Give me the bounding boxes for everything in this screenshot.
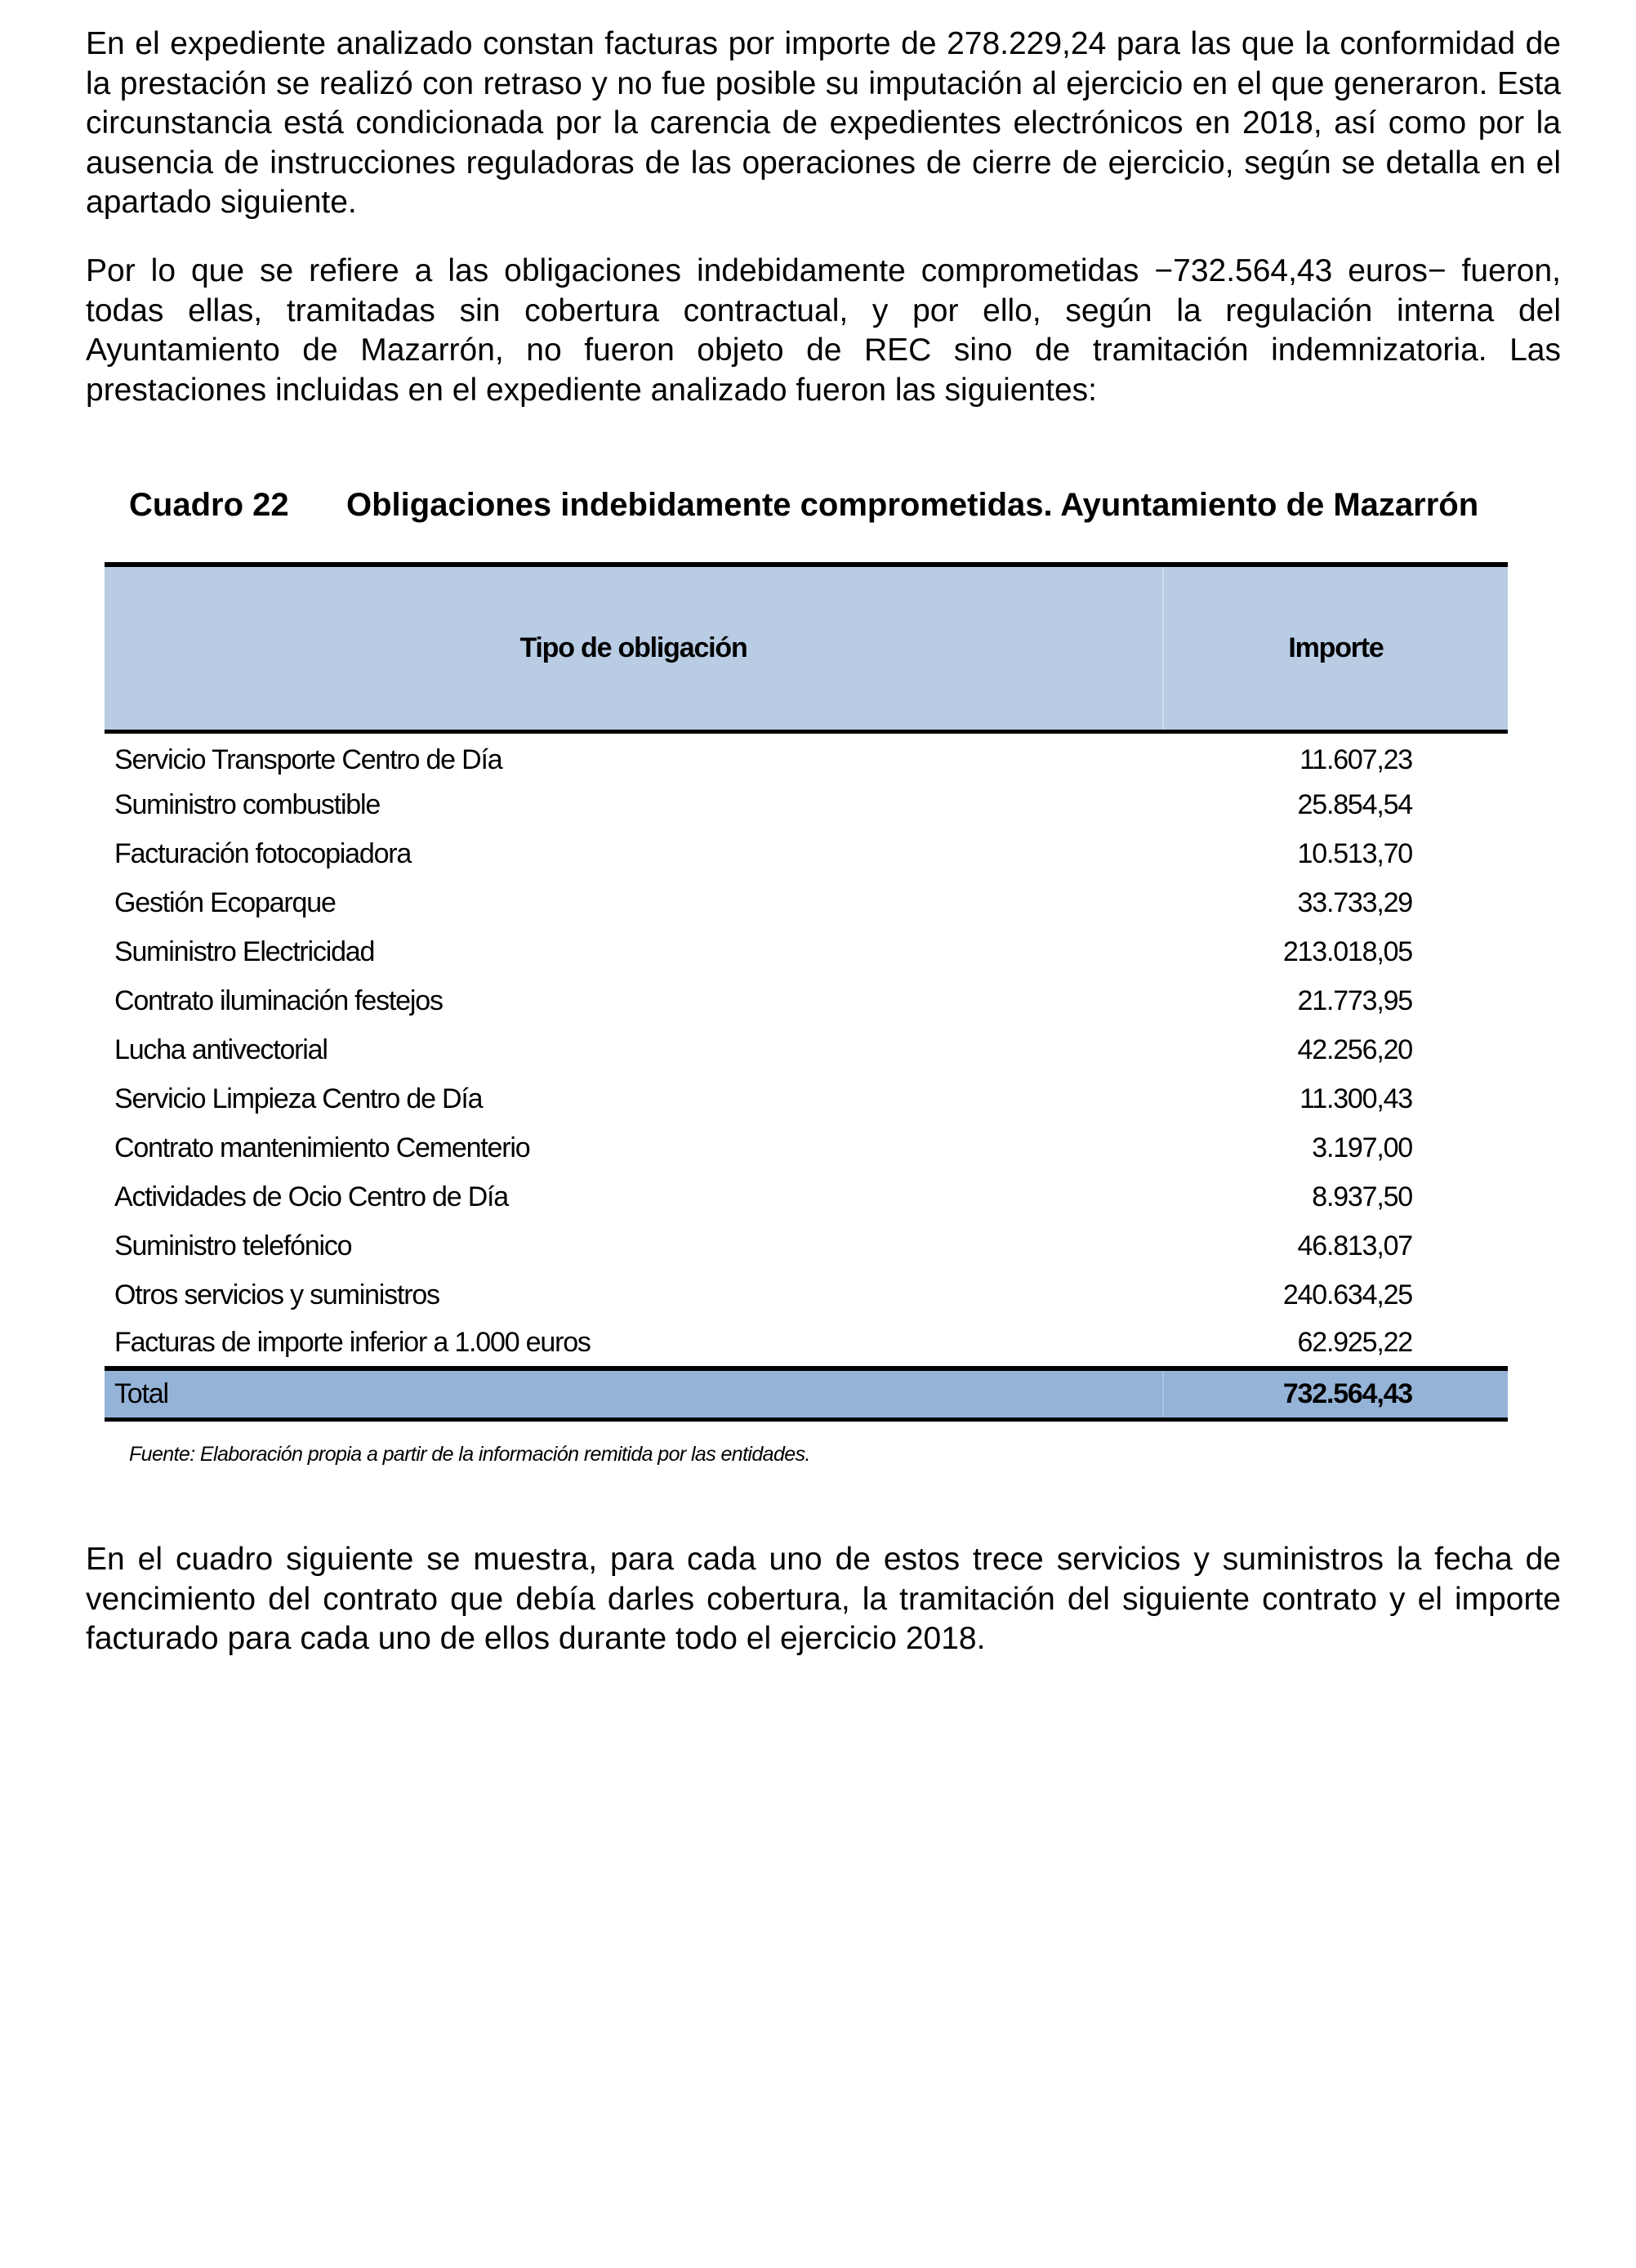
cell-tipo-obligacion: Lucha antivectorial xyxy=(114,1034,328,1065)
table-row xyxy=(105,780,1508,829)
table-row xyxy=(105,1172,1508,1221)
table-row xyxy=(105,878,1508,927)
table-row xyxy=(105,1221,1508,1270)
table-total-row xyxy=(105,1368,1508,1419)
cell-importe: 10.513,70 xyxy=(1297,837,1412,869)
cell-importe: 240.634,25 xyxy=(1282,1279,1412,1310)
cell-tipo-obligacion: Gestión Ecoparque xyxy=(114,886,336,918)
cell-tipo-obligacion: Contrato mantenimiento Cementerio xyxy=(114,1132,530,1163)
cell-importe: 42.256,20 xyxy=(1297,1034,1412,1065)
cell-tipo-obligacion: Otros servicios y suministros xyxy=(114,1279,439,1310)
cell-importe: 213.018,05 xyxy=(1282,935,1412,967)
paragraph-facturas-retraso: En el expediente analizado constan facturas por importe de 278.229,24 para las que la conformidad de la prestación se realizó con retraso y no fue posible su imputación al ejercicio en el que generaron. Esta circunstancia está condicionada por la carencia de expedientes electrónicos en 2018, así como por la ausencia de instrucciones reguladoras de las operaciones de cierre de ejercicio, según se detalla en el apartado siguiente. xyxy=(86,26,1561,220)
cell-tipo-obligacion: Suministro Electricidad xyxy=(114,935,375,967)
table-caption-number: Cuadro 22 xyxy=(129,487,289,523)
table-row xyxy=(105,1025,1508,1074)
cell-tipo-obligacion: Servicio Transporte Centro de Día xyxy=(114,743,502,775)
cell-tipo-obligacion: Suministro combustible xyxy=(114,788,381,820)
table-row xyxy=(105,1270,1508,1319)
table-source-note: Fuente: Elaboración propia a partir de la información remitida por las entidades. xyxy=(129,1443,810,1466)
table-caption xyxy=(129,484,1478,526)
cell-importe: 62.925,22 xyxy=(1297,1327,1412,1358)
header-importe: Importe xyxy=(1163,565,1508,731)
cell-tipo-obligacion: Facturas de importe inferior a 1.000 euros xyxy=(114,1327,591,1358)
table-row xyxy=(105,731,1508,780)
cell-importe: 8.937,50 xyxy=(1312,1181,1412,1212)
table-caption-title: Obligaciones indebidamente comprometidas. Ayuntamiento de Mazarrón xyxy=(346,487,1479,523)
cell-importe: 46.813,07 xyxy=(1297,1230,1412,1261)
table-row xyxy=(105,1319,1508,1368)
cell-tipo-obligacion: Servicio Limpieza Centro de Día xyxy=(114,1083,483,1114)
cell-tipo-obligacion: Actividades de Ocio Centro de Día xyxy=(114,1181,509,1212)
cell-importe: 25.854,54 xyxy=(1297,788,1412,820)
table-body xyxy=(105,731,1508,1368)
header-tipo-obligacion: Tipo de obligación xyxy=(105,565,1163,731)
table-row xyxy=(105,927,1508,976)
table-row xyxy=(105,829,1508,878)
table-row xyxy=(105,1123,1508,1172)
cell-tipo-obligacion: Contrato iluminación festejos xyxy=(114,984,443,1016)
table-row xyxy=(105,1074,1508,1123)
cell-importe: 11.300,43 xyxy=(1299,1083,1412,1114)
table-row xyxy=(105,976,1508,1025)
cell-importe: 3.197,00 xyxy=(1312,1132,1412,1163)
obligaciones-table-container xyxy=(105,562,1508,1422)
cell-tipo-obligacion: Suministro telefónico xyxy=(114,1230,352,1261)
paragraph-obligaciones-indebidas: Por lo que se refiere a las obligaciones indebidamente comprometidas −732.564,43 euros− fueron, todas ellas, tramitadas sin cobertura contractual, y por ello, según la regulación interna del Ayuntamiento de Mazarrón, no fueron objeto de REC sino de tramitación indemnizatoria. Las prestaciones incluidas en el expediente analizado fueron las siguientes: xyxy=(86,253,1561,408)
cell-importe: 33.733,29 xyxy=(1297,886,1412,918)
cell-importe: 21.773,95 xyxy=(1297,984,1412,1016)
obligaciones-table xyxy=(105,562,1508,1422)
total-label: Total xyxy=(105,1368,1163,1419)
total-importe: 732.564,43 xyxy=(1163,1368,1508,1419)
cell-importe: 11.607,23 xyxy=(1299,743,1412,775)
paragraph-cuadro-siguiente: En el cuadro siguiente se muestra, para cada uno de estos trece servicios y suministros la fecha de vencimiento del contrato que debía darles cobertura, la tramitación del siguiente contrato y el importe facturado para cada uno de ellos durante todo el ejercicio 2018. xyxy=(86,1542,1561,1656)
cell-tipo-obligacion: Facturación fotocopiadora xyxy=(114,837,412,869)
table-header-row xyxy=(105,565,1508,731)
